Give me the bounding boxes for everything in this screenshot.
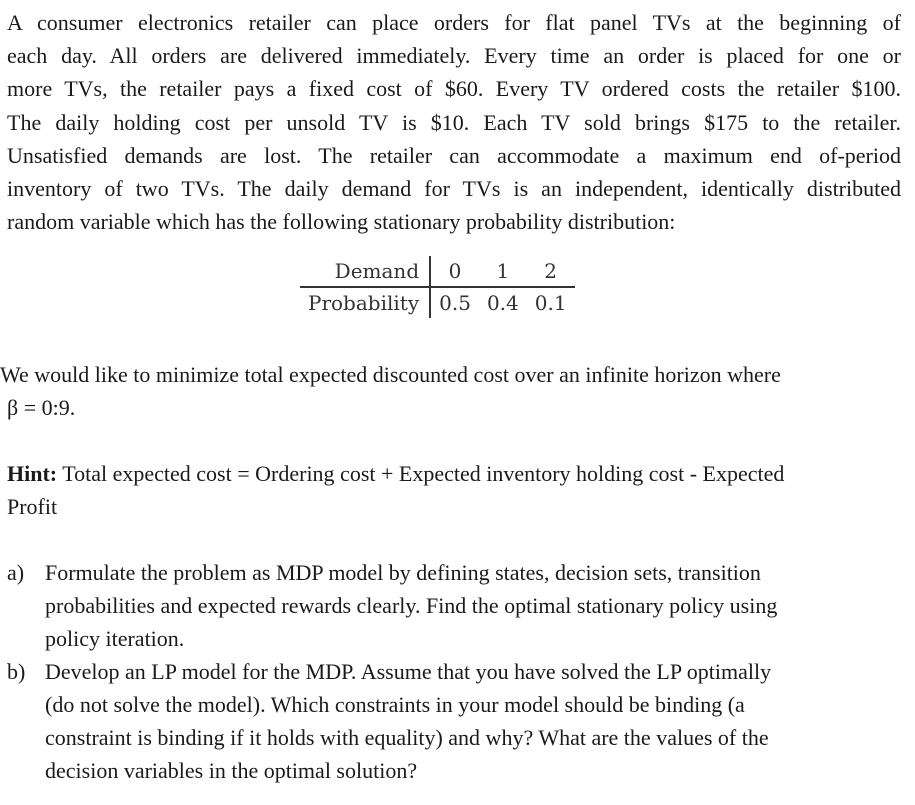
demand-value: 2 — [527, 256, 575, 287]
question-line: decision variables in the optimal solution? — [45, 758, 418, 783]
question-line: Formulate the problem as MDP model by defining states, decision sets, transition — [45, 560, 761, 585]
demand-distribution-table — [300, 256, 575, 318]
question-label: b) — [7, 659, 26, 684]
intro-line: more TVs, the retailer pays a fixed cost of $60. Every TV ordered costs the retailer $100. — [7, 76, 901, 101]
objective-line: β = 0:9. — [7, 395, 76, 420]
question-line: (do not solve the model). Which constraints in your model should be binding (a — [45, 692, 745, 717]
hint-label: Hint: — [7, 461, 58, 486]
demand-value: 1 — [479, 256, 527, 287]
question-line: policy iteration. — [45, 626, 185, 651]
intro-line: random variable which has the following stationary probability distribution: — [7, 209, 676, 234]
question-line: probabilities and expected rewards clearly. Find the optimal stationary policy using — [45, 593, 778, 618]
objective-line: We would like to minimize total expected discounted cost over an infinite horizon where — [0, 362, 781, 387]
question-line: Develop an LP model for the MDP. Assume that you have solved the LP optimally — [45, 659, 772, 684]
question-label: a) — [7, 560, 25, 585]
question-line: constraint is binding if it holds with equality) and why? What are the values of the — [45, 725, 769, 750]
probability-value: 0.1 — [534, 291, 567, 315]
hint-line — [7, 457, 784, 490]
intro-line: A consumer electronics retailer can place orders for flat panel TVs at the beginning of — [7, 10, 901, 35]
hint-text: Total expected cost = Ordering cost + Expected inventory holding cost - Expected — [57, 461, 785, 486]
row-header-demand: Demand — [300, 256, 430, 287]
intro-line: Unsatisfied demands are lost. The retailer can accommodate a maximum end of-period — [7, 143, 901, 168]
hint-line: Profit — [7, 494, 58, 519]
probability-value: 0.5 — [439, 291, 471, 315]
probability-value: 0.4 — [486, 291, 519, 315]
intro-line: The daily holding cost per unsold TV is $10. Each TV sold brings $175 to the retailer. — [7, 110, 901, 135]
intro-line: each day. All orders are delivered immediately. Every time an order is placed for one or — [7, 43, 901, 68]
intro-line: inventory of two TVs. The daily demand for TVs is an independent, identically distributed — [7, 176, 901, 201]
demand-value: 0 — [430, 256, 479, 287]
row-header-probability: Probability — [300, 287, 430, 318]
